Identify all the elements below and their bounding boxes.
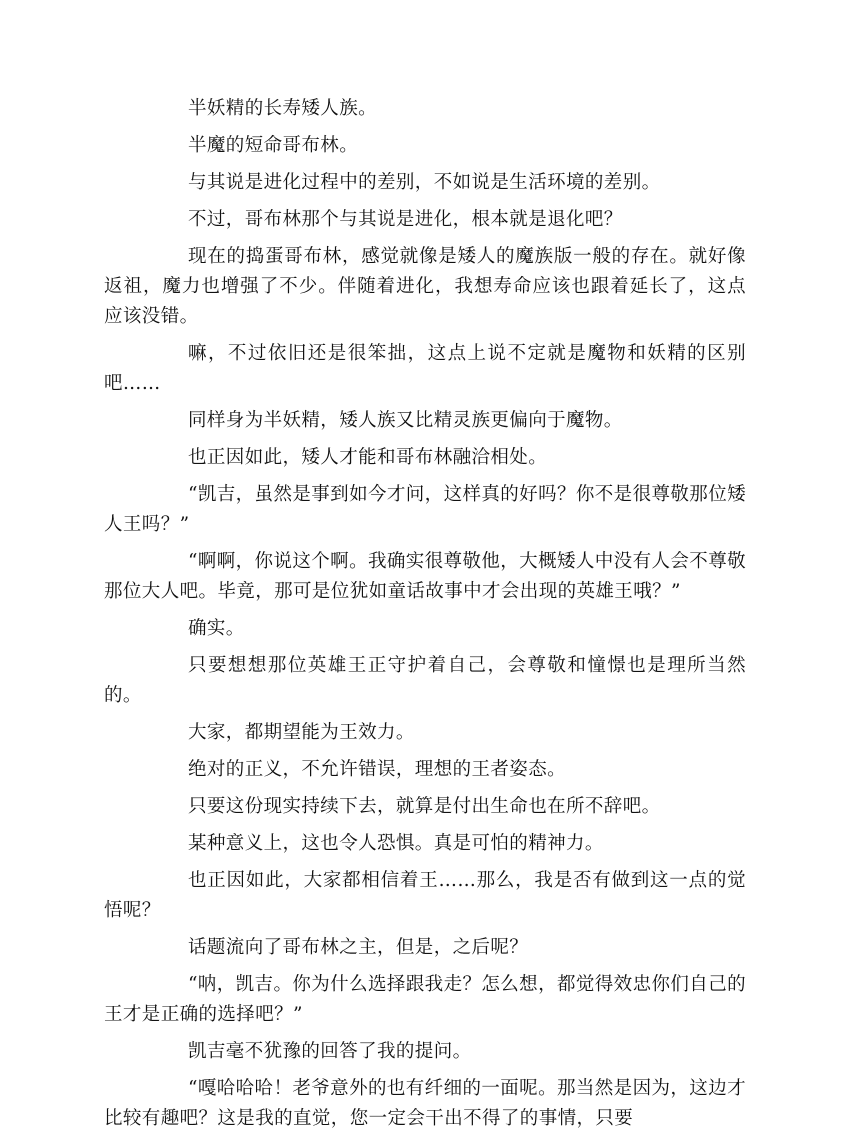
paragraph: 某种意义上，这也令人恐惧。真是可怕的精神力。 — [188, 833, 604, 854]
paragraph: 嘛，不过依旧还是很笨拙，这点上说不定就是魔物和妖精的区别吧…… — [104, 343, 746, 394]
paragraph: 只要想想那位英雄王正守护着自己，会尊敬和憧憬也是理所当然的。 — [104, 655, 746, 706]
paragraph: 与其说是进化过程中的差别，不如说是生活环境的差别。 — [188, 172, 661, 193]
paragraph: 也正因如此，大家都相信着王……那么，我是否有做到这一点的觉悟呢？ — [104, 870, 746, 921]
paragraph: 同样身为半妖精，矮人族又比精灵族更偏向于魔物。 — [188, 410, 623, 431]
paragraph: 半魔的短命哥布林。 — [188, 135, 359, 156]
paragraph: 现在的捣蛋哥布林，感觉就像是矮人的魔族版一般的存在。就好像返祖，魔力也增强了不少。伴随着进化，我想寿命应该也跟着延长了，这点应该没错。 — [104, 246, 746, 327]
paragraph: 不过，哥布林那个与其说是进化，根本就是退化吧？ — [188, 209, 623, 230]
paragraph: 绝对的正义，不允许错误，理想的王者姿态。 — [188, 759, 567, 780]
document-body — [104, 94, 746, 1141]
paragraph: 话题流向了哥布林之主，但是，之后呢？ — [188, 937, 529, 958]
paragraph: 也正因如此，矮人才能和哥布林融洽相处。 — [188, 447, 548, 468]
paragraph: 确实。 — [188, 618, 245, 639]
paragraph: 凯吉毫不犹豫的回答了我的提问。 — [188, 1041, 472, 1062]
paragraph: “凯吉，虽然是事到如今才问，这样真的好吗？你不是很尊敬那位矮人王吗？” — [104, 484, 746, 535]
paragraph: 大家，都期望能为王效力。 — [188, 722, 415, 743]
paragraph: 半妖精的长寿矮人族。 — [188, 98, 378, 119]
paragraph: “嘎哈哈哈！老爷意外的也有纤细的一面呢。那当然是因为，这边才比较有趣吧？这是我的直觉，您一定会干出不得了的事情，只要 — [104, 1078, 746, 1129]
paragraph: “呐，凯吉。你为什么选择跟我走？怎么想，都觉得效忠你们自己的王才是正确的选择吧？” — [104, 974, 746, 1025]
paragraph: 只要这份现实持续下去，就算是付出生命也在所不辞吧。 — [188, 796, 661, 817]
paragraph: “啊啊，你说这个啊。我确实很尊敬他，大概矮人中没有人会不尊敬那位大人吧。毕竟，那可是位犹如童话故事中才会出现的英雄王哦？” — [104, 551, 746, 602]
